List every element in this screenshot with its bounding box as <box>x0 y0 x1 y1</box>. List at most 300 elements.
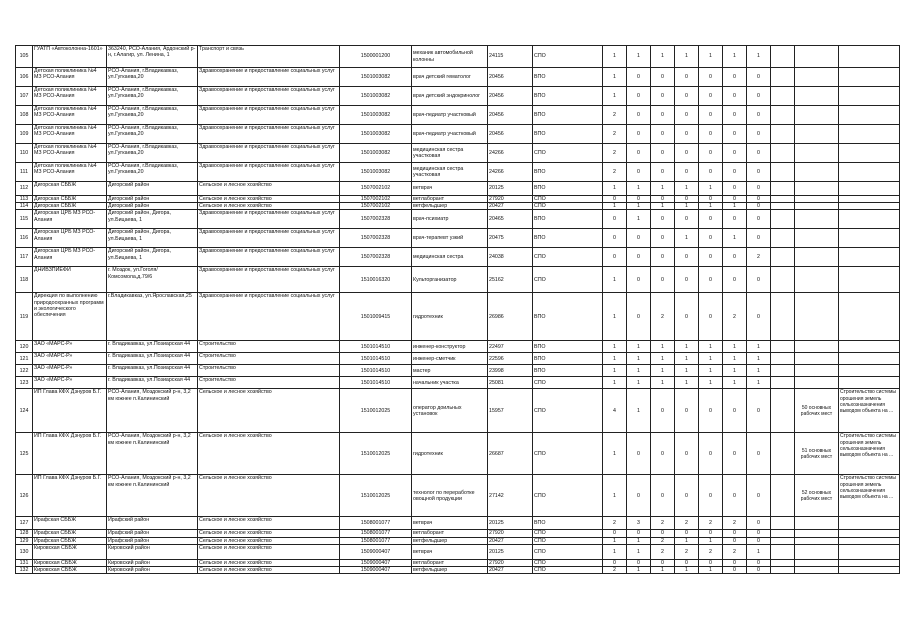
count-cell: 1 <box>627 210 651 229</box>
profession-cell: ветфельдшер <box>412 537 488 544</box>
count-cell: 1 <box>699 353 723 365</box>
empty-cell <box>771 125 795 144</box>
code-cell: 1510012025 <box>340 389 412 433</box>
code-cell: 1501003082 <box>340 144 412 163</box>
extra-jobs-cell <box>795 106 839 125</box>
count-cell: 0 <box>699 248 723 267</box>
count-cell: 0 <box>675 163 699 182</box>
count-cell: 0 <box>699 559 723 566</box>
count-cell: 1 <box>675 353 699 365</box>
count-cell: 0 <box>747 87 771 106</box>
count-cell: 1 <box>747 377 771 389</box>
table-row <box>16 475 900 517</box>
profession-cell: ветлаборант <box>412 559 488 566</box>
count-cell: 0 <box>747 125 771 144</box>
table-row <box>16 144 900 163</box>
count-cell: 1 <box>699 182 723 196</box>
address-cell: Дигорский район, Дигора, ул.Бицаева, 1 <box>107 229 198 248</box>
count-cell: 2 <box>603 144 627 163</box>
count-cell: 1 <box>603 544 627 559</box>
okz-code-cell: 20125 <box>488 517 533 530</box>
extra-jobs-cell <box>795 248 839 267</box>
extra-jobs-cell: 51 основных рабочих мест <box>795 433 839 475</box>
count-cell: 0 <box>627 433 651 475</box>
profession-cell: ветфельдшер <box>412 567 488 574</box>
okz-code-cell: 24266 <box>488 144 533 163</box>
count-cell: 0 <box>651 163 675 182</box>
okz-code-cell: 24115 <box>488 46 533 68</box>
count-cell: 0 <box>747 106 771 125</box>
okz-code-cell: 20456 <box>488 106 533 125</box>
branch-cell: Сельское и лесное хозяйство <box>198 433 340 475</box>
count-cell: 0 <box>747 293 771 341</box>
code-cell: 1509000407 <box>340 567 412 574</box>
count-cell: 2 <box>675 544 699 559</box>
organization-cell: ИП Глава КФХ Дзнуров Б.Г. <box>33 433 107 475</box>
count-cell: 0 <box>651 229 675 248</box>
count-cell: 0 <box>723 248 747 267</box>
extra-jobs-cell <box>795 537 839 544</box>
count-cell: 0 <box>675 433 699 475</box>
education-cell: ВПО <box>533 68 603 87</box>
count-cell: 2 <box>651 544 675 559</box>
okz-code-cell: 20456 <box>488 125 533 144</box>
note-cell <box>839 267 900 293</box>
count-cell: 1 <box>723 377 747 389</box>
code-cell: 1508001077 <box>340 537 412 544</box>
count-cell: 1 <box>747 365 771 377</box>
count-cell: 0 <box>627 144 651 163</box>
count-cell: 0 <box>603 229 627 248</box>
count-cell: 0 <box>627 196 651 203</box>
address-cell: г. Владикавказ, ул.Позиарская 44 <box>107 353 198 365</box>
code-cell: 1507002328 <box>340 210 412 229</box>
count-cell: 3 <box>627 517 651 530</box>
okz-code-cell: 20427 <box>488 567 533 574</box>
count-cell: 1 <box>675 182 699 196</box>
education-cell: СПО <box>533 530 603 537</box>
organization-cell: ЗАО «МАРС-Р» <box>33 365 107 377</box>
row-number: 112 <box>16 182 33 196</box>
branch-cell: Сельское и лесное хозяйство <box>198 567 340 574</box>
count-cell: 0 <box>723 68 747 87</box>
organization-cell: ГУАТП «Автоколонна-1601» <box>33 46 107 68</box>
organization-cell: Детская поликлиника №4 МЗ РСО-Алания <box>33 144 107 163</box>
code-cell: 1501009415 <box>340 293 412 341</box>
address-cell: Дигорский район <box>107 182 198 196</box>
count-cell: 1 <box>675 365 699 377</box>
count-cell: 0 <box>723 537 747 544</box>
count-cell: 0 <box>675 530 699 537</box>
extra-jobs-cell <box>795 196 839 203</box>
count-cell: 0 <box>603 248 627 267</box>
row-number: 120 <box>16 341 33 353</box>
count-cell: 0 <box>675 389 699 433</box>
table-row <box>16 87 900 106</box>
branch-cell: Сельское и лесное хозяйство <box>198 544 340 559</box>
education-cell: ВПО <box>533 293 603 341</box>
address-cell: г. Владикавказ, ул.Позиарская 44 <box>107 365 198 377</box>
count-cell: 2 <box>675 517 699 530</box>
table-row <box>16 68 900 87</box>
count-cell: 1 <box>627 389 651 433</box>
profession-cell: врач-терапевт узкий <box>412 229 488 248</box>
branch-cell: Здравоохранение и предоставление социальных услуг <box>198 144 340 163</box>
organization-cell: Кировская СББЖ <box>33 544 107 559</box>
education-cell: ВПО <box>533 163 603 182</box>
empty-cell <box>771 267 795 293</box>
count-cell: 2 <box>603 567 627 574</box>
empty-cell <box>771 365 795 377</box>
count-cell: 1 <box>651 377 675 389</box>
code-cell: 1501003082 <box>340 163 412 182</box>
count-cell: 1 <box>603 293 627 341</box>
count-cell: 0 <box>627 267 651 293</box>
count-cell: 0 <box>747 267 771 293</box>
organization-cell: Ирафская СББЖ <box>33 530 107 537</box>
profession-cell: гидротехник <box>412 433 488 475</box>
count-cell: 0 <box>627 163 651 182</box>
address-cell: Дигорский район, Дигора, ул.Бицаева, 1 <box>107 210 198 229</box>
code-cell: 1501003082 <box>340 106 412 125</box>
count-cell: 0 <box>723 182 747 196</box>
empty-cell <box>771 389 795 433</box>
count-cell: 0 <box>723 196 747 203</box>
note-cell: Строительство системы орошения земель сельхозназначения выводом объекта на ... <box>839 433 900 475</box>
count-cell: 1 <box>627 46 651 68</box>
row-number: 106 <box>16 68 33 87</box>
profession-cell: врач-психиатр <box>412 210 488 229</box>
count-cell: 1 <box>651 203 675 210</box>
count-cell: 1 <box>699 46 723 68</box>
code-cell: 1501003082 <box>340 87 412 106</box>
code-cell: 1510012025 <box>340 475 412 517</box>
count-cell: 1 <box>699 567 723 574</box>
address-cell: РСО-Алания, г.Владикавказ, ул.Гугкаева,20 <box>107 106 198 125</box>
empty-cell <box>771 210 795 229</box>
table-row <box>16 182 900 196</box>
row-number: 121 <box>16 353 33 365</box>
count-cell: 1 <box>675 377 699 389</box>
okz-code-cell: 20475 <box>488 229 533 248</box>
note-cell <box>839 537 900 544</box>
count-cell: 1 <box>675 46 699 68</box>
count-cell: 2 <box>723 544 747 559</box>
address-cell: РСО-Алания, г.Владикавказ, ул.Гугкаева,20 <box>107 87 198 106</box>
empty-cell <box>771 353 795 365</box>
note-cell <box>839 125 900 144</box>
branch-cell: Здравоохранение и предоставление социальных услуг <box>198 267 340 293</box>
extra-jobs-cell <box>795 87 839 106</box>
code-cell: 1500001200 <box>340 46 412 68</box>
note-cell <box>839 544 900 559</box>
count-cell: 0 <box>651 389 675 433</box>
profession-cell: медицинская сестра участковая <box>412 163 488 182</box>
count-cell: 4 <box>603 389 627 433</box>
education-cell: СПО <box>533 203 603 210</box>
count-cell: 1 <box>603 341 627 353</box>
count-cell: 0 <box>651 196 675 203</box>
count-cell: 0 <box>699 530 723 537</box>
count-cell: 0 <box>603 559 627 566</box>
address-cell: РСО-Алания, Моздокский р-н, 3,2 км южнее п.Калининский <box>107 389 198 433</box>
count-cell: 2 <box>699 517 723 530</box>
count-cell: 1 <box>603 433 627 475</box>
count-cell: 1 <box>723 229 747 248</box>
extra-jobs-cell <box>795 203 839 210</box>
note-cell <box>839 293 900 341</box>
table-row <box>16 125 900 144</box>
okz-code-cell: 20427 <box>488 203 533 210</box>
okz-code-cell: 23998 <box>488 365 533 377</box>
empty-cell <box>771 248 795 267</box>
table-row <box>16 229 900 248</box>
profession-cell: врач детский гематолог <box>412 68 488 87</box>
count-cell: 0 <box>747 182 771 196</box>
count-cell: 0 <box>627 475 651 517</box>
note-cell <box>839 87 900 106</box>
code-cell: 1501014510 <box>340 353 412 365</box>
code-cell: 1507002102 <box>340 196 412 203</box>
count-cell: 0 <box>723 163 747 182</box>
row-number: 130 <box>16 544 33 559</box>
count-cell: 0 <box>627 530 651 537</box>
note-cell <box>839 517 900 530</box>
count-cell: 1 <box>723 365 747 377</box>
note-cell <box>839 248 900 267</box>
count-cell: 0 <box>699 389 723 433</box>
document-table-sheet <box>15 45 897 574</box>
address-cell: г. Владикавказ, ул.Позиарская 44 <box>107 377 198 389</box>
extra-jobs-cell <box>795 210 839 229</box>
row-number: 122 <box>16 365 33 377</box>
organization-cell: ИП Глава КФХ Дзнуров Б.Г. <box>33 475 107 517</box>
count-cell: 0 <box>627 68 651 87</box>
organization-cell: Детская поликлиника №4 МЗ РСО-Алания <box>33 106 107 125</box>
note-cell <box>839 163 900 182</box>
row-number: 119 <box>16 293 33 341</box>
organization-cell: Детская поликлиника №4 МЗ РСО-Алания <box>33 125 107 144</box>
count-cell: 1 <box>675 537 699 544</box>
count-cell: 0 <box>675 144 699 163</box>
count-cell: 0 <box>651 559 675 566</box>
count-cell: 0 <box>723 106 747 125</box>
table-row <box>16 517 900 530</box>
branch-cell: Сельское и лесное хозяйство <box>198 203 340 210</box>
count-cell: 0 <box>627 106 651 125</box>
row-number: 110 <box>16 144 33 163</box>
count-cell: 0 <box>699 68 723 87</box>
count-cell: 2 <box>723 517 747 530</box>
profession-cell: Культорганизатор <box>412 267 488 293</box>
code-cell: 1501014510 <box>340 365 412 377</box>
extra-jobs-cell <box>795 125 839 144</box>
education-cell: ВПО <box>533 341 603 353</box>
note-cell <box>839 365 900 377</box>
table-row <box>16 353 900 365</box>
count-cell: 0 <box>699 163 723 182</box>
branch-cell: Строительство <box>198 353 340 365</box>
table-row <box>16 365 900 377</box>
count-cell: 0 <box>699 87 723 106</box>
count-cell: 0 <box>723 87 747 106</box>
education-cell: ВПО <box>533 353 603 365</box>
count-cell: 0 <box>675 125 699 144</box>
education-cell: СПО <box>533 544 603 559</box>
count-cell: 1 <box>603 353 627 365</box>
count-cell: 1 <box>723 203 747 210</box>
profession-cell: гидротехник <box>412 293 488 341</box>
branch-cell: Здравоохранение и предоставление социальных услуг <box>198 68 340 87</box>
row-number: 118 <box>16 267 33 293</box>
code-cell: 1508001077 <box>340 517 412 530</box>
okz-code-cell: 20456 <box>488 68 533 87</box>
count-cell: 0 <box>651 144 675 163</box>
note-cell <box>839 353 900 365</box>
education-cell: СПО <box>533 248 603 267</box>
branch-cell: Сельское и лесное хозяйство <box>198 182 340 196</box>
row-number: 115 <box>16 210 33 229</box>
count-cell: 0 <box>603 210 627 229</box>
empty-cell <box>771 203 795 210</box>
count-cell: 0 <box>651 210 675 229</box>
count-cell: 0 <box>723 475 747 517</box>
extra-jobs-cell <box>795 46 839 68</box>
okz-code-cell: 24038 <box>488 248 533 267</box>
count-cell: 0 <box>747 196 771 203</box>
count-cell: 0 <box>723 210 747 229</box>
table-row <box>16 544 900 559</box>
count-cell: 0 <box>747 229 771 248</box>
count-cell: 0 <box>627 293 651 341</box>
note-cell <box>839 210 900 229</box>
count-cell: 0 <box>699 125 723 144</box>
profession-cell: технолог по переработке овощной продукции <box>412 475 488 517</box>
code-cell: 1507002102 <box>340 203 412 210</box>
count-cell: 0 <box>627 125 651 144</box>
note-cell <box>839 377 900 389</box>
okz-code-cell: 26687 <box>488 433 533 475</box>
organization-cell: Дигорская ЦРБ МЗ РСО-Алания <box>33 210 107 229</box>
branch-cell: Здравоохранение и предоставление социальных услуг <box>198 163 340 182</box>
empty-cell <box>771 229 795 248</box>
empty-cell <box>771 87 795 106</box>
address-cell: Кировский район <box>107 567 198 574</box>
extra-jobs-cell <box>795 377 839 389</box>
branch-cell: Транспорт и связь <box>198 46 340 68</box>
organization-cell: Ирафская СББЖ <box>33 517 107 530</box>
count-cell: 1 <box>723 341 747 353</box>
okz-code-cell: 20125 <box>488 182 533 196</box>
count-cell: 0 <box>675 196 699 203</box>
count-cell: 1 <box>747 341 771 353</box>
count-cell: 1 <box>699 365 723 377</box>
branch-cell: Строительство <box>198 377 340 389</box>
table-row <box>16 537 900 544</box>
count-cell: 1 <box>675 229 699 248</box>
organization-cell: Детская поликлиника №4 МЗ РСО-Алания <box>33 68 107 87</box>
table-row <box>16 567 900 574</box>
note-cell <box>839 559 900 566</box>
table-row <box>16 196 900 203</box>
education-cell: СПО <box>533 377 603 389</box>
organization-cell: Детская поликлиника №4 МЗ РСО-Алания <box>33 87 107 106</box>
education-cell: ВПО <box>533 517 603 530</box>
count-cell: 0 <box>747 475 771 517</box>
row-number: 131 <box>16 559 33 566</box>
count-cell: 0 <box>603 530 627 537</box>
count-cell: 0 <box>651 267 675 293</box>
empty-cell <box>771 341 795 353</box>
row-number: 107 <box>16 87 33 106</box>
count-cell: 2 <box>747 248 771 267</box>
empty-cell <box>771 163 795 182</box>
count-cell: 0 <box>747 530 771 537</box>
count-cell: 1 <box>603 537 627 544</box>
count-cell: 0 <box>675 210 699 229</box>
okz-code-cell: 27142 <box>488 475 533 517</box>
address-cell: Ирафский район <box>107 517 198 530</box>
count-cell: 0 <box>747 517 771 530</box>
profession-cell: механик автомобильной колонны <box>412 46 488 68</box>
okz-code-cell: 27920 <box>488 559 533 566</box>
branch-cell: Здравоохранение и предоставление социальных услуг <box>198 229 340 248</box>
profession-cell: ветврач <box>412 182 488 196</box>
extra-jobs-cell <box>795 267 839 293</box>
education-cell: ВПО <box>533 87 603 106</box>
count-cell: 0 <box>675 106 699 125</box>
branch-cell: Сельское и лесное хозяйство <box>198 196 340 203</box>
count-cell: 0 <box>747 144 771 163</box>
okz-code-cell: 26986 <box>488 293 533 341</box>
profession-cell: ветврач <box>412 544 488 559</box>
okz-code-cell: 25081 <box>488 377 533 389</box>
count-cell: 0 <box>627 87 651 106</box>
table-row <box>16 559 900 566</box>
note-cell <box>839 196 900 203</box>
count-cell: 0 <box>723 389 747 433</box>
code-cell: 1501003082 <box>340 68 412 87</box>
count-cell: 0 <box>675 559 699 566</box>
count-cell: 1 <box>603 182 627 196</box>
extra-jobs-cell <box>795 68 839 87</box>
branch-cell: Здравоохранение и предоставление социальных услуг <box>198 106 340 125</box>
organization-cell: Кировская СББЖ <box>33 567 107 574</box>
address-cell: Ирафский район <box>107 537 198 544</box>
count-cell: 0 <box>651 248 675 267</box>
address-cell: Дигорский район, Дигора, ул.Бицаева, 1 <box>107 248 198 267</box>
profession-cell: начальник участка <box>412 377 488 389</box>
extra-jobs-cell <box>795 567 839 574</box>
okz-code-cell: 20125 <box>488 544 533 559</box>
address-cell: РСО-Алания, Моздокский р-н, 3,2 км южнее п.Калининский <box>107 433 198 475</box>
table-row <box>16 341 900 353</box>
count-cell: 0 <box>627 559 651 566</box>
count-cell: 2 <box>699 544 723 559</box>
empty-cell <box>771 182 795 196</box>
empty-cell <box>771 377 795 389</box>
organization-cell: ЗАО «МАРС-Р» <box>33 341 107 353</box>
organization-cell: Дигорская СББЖ <box>33 203 107 210</box>
branch-cell: Сельское и лесное хозяйство <box>198 517 340 530</box>
count-cell: 0 <box>723 559 747 566</box>
table-row <box>16 267 900 293</box>
education-cell: СПО <box>533 196 603 203</box>
row-number: 105 <box>16 46 33 68</box>
count-cell: 0 <box>747 537 771 544</box>
profession-cell: ветлаборант <box>412 196 488 203</box>
code-cell: 1501014510 <box>340 377 412 389</box>
